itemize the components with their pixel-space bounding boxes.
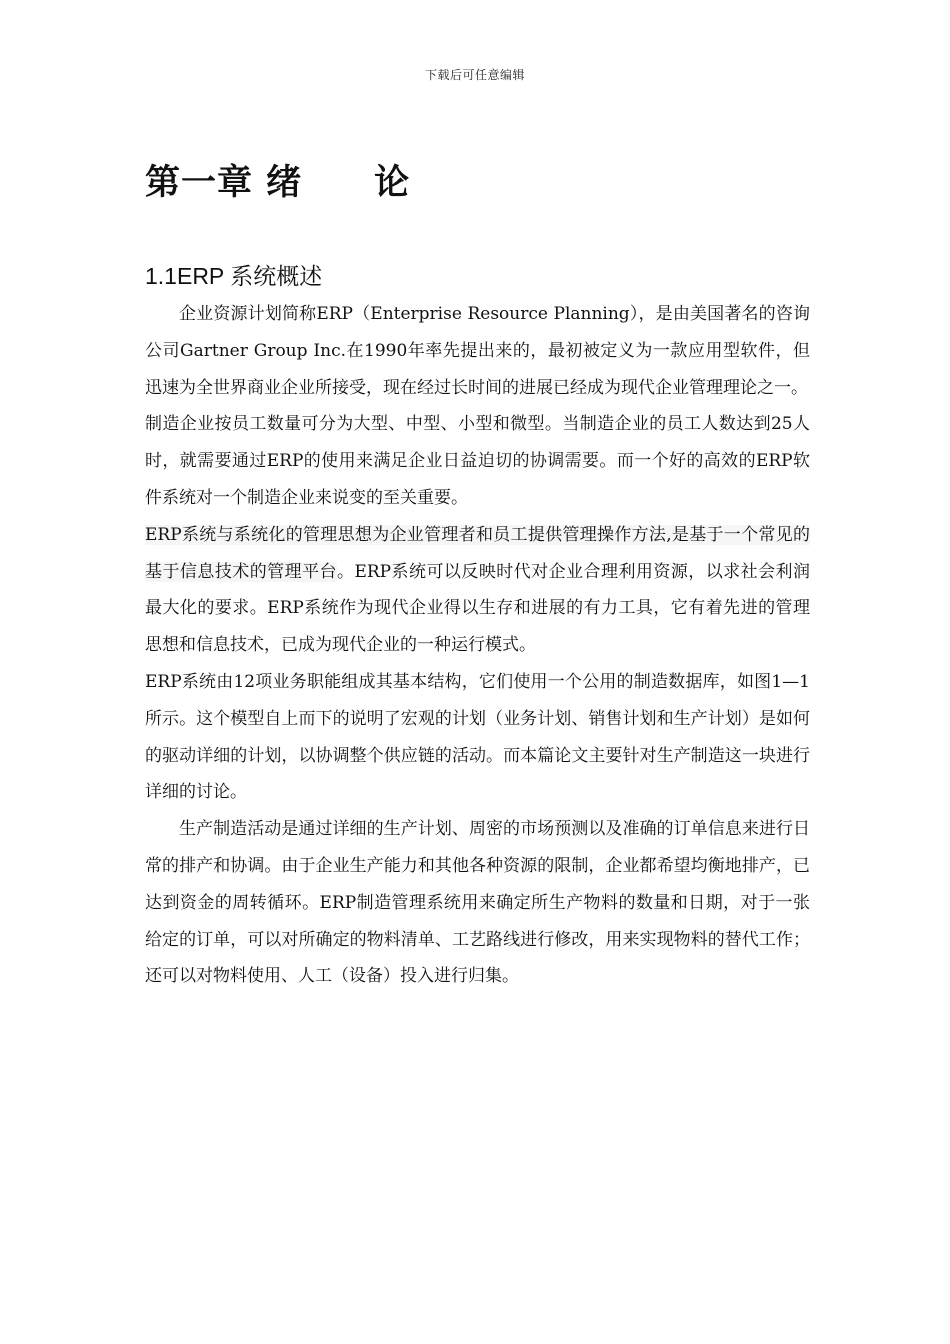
paragraph-text: 生产制造活动是通过详细的生产计划、周密的市场预测以及准确的订单信息来进行日常的排产和协调。由于企业生产能力和其他各种资源的限制，企业都希望均衡地排产，已达到资金的周转循环。ERP制造管理系统用来确定所生产物料的数量和日期，对于一张给定的订单，可以对所确定的物料清单、工艺路线进行修改，用来实现物料的替代工作；还可以对物料使用、人工（设备）投入进行归集。: [145, 819, 810, 987]
header-note: 下载后可任意编辑: [424, 68, 525, 82]
paragraph-erp-structure: [145, 664, 810, 811]
paragraph-production: [145, 811, 810, 995]
paragraph-erp-definition: [145, 296, 810, 406]
paragraph-text: ERP系统由12项业务职能组成其基本结构，它们使用一个公用的制造数据库，如图1—1所示。这个模型自上而下的说明了宏观的计划（业务计划、销售计划和生产计划）是如何的驱动详细的计划，以协调整个供应链的活动。而本篇论文主要针对生产制造这一块进行详细的讨论。: [145, 671, 810, 803]
paragraph-text: 制造企业按员工数量可分为大型、中型、小型和微型。当制造企业的员工人数达到25人时，就需要通过ERP的使用来满足企业日益迫切的协调需要。而一个好的高效的ERP软件系统对一个制造企业来说变的至关重要。: [145, 414, 810, 508]
paragraph-text: 企业资源计划简称ERP（Enterprise Resource Planning），是由美国著名的咨询公司Gartner Group Inc.在1990年率先提出来的，最初被定义为一款应用型软件，但迅速为全世界商业企业所接受，现在经过长时间的进展已经成为现代企业管理理论之一。: [145, 304, 810, 398]
body-text: [145, 296, 810, 995]
paragraph-erp-management: [145, 517, 810, 664]
paragraph-enterprise-size: [145, 406, 810, 516]
highlighted-text: ERP系统与系统化的管理思想为企业管理者和员工提供管理操作方法,是基于一个常见的基于信息技术的管理平台: [145, 524, 810, 582]
paragraph-text: 。ERP系统可以反映时代对企业合理利用资源，以求社会利润最大化的要求。ERP系统作为现代企业得以生存和进展的有力工具，它有着先进的管理思想和信息技术，已成为现代企业的一种运行模式。: [145, 561, 810, 656]
section-title: 1.1ERP 系统概述: [145, 263, 323, 289]
chapter-title: 第一章 绪 论: [145, 163, 411, 203]
